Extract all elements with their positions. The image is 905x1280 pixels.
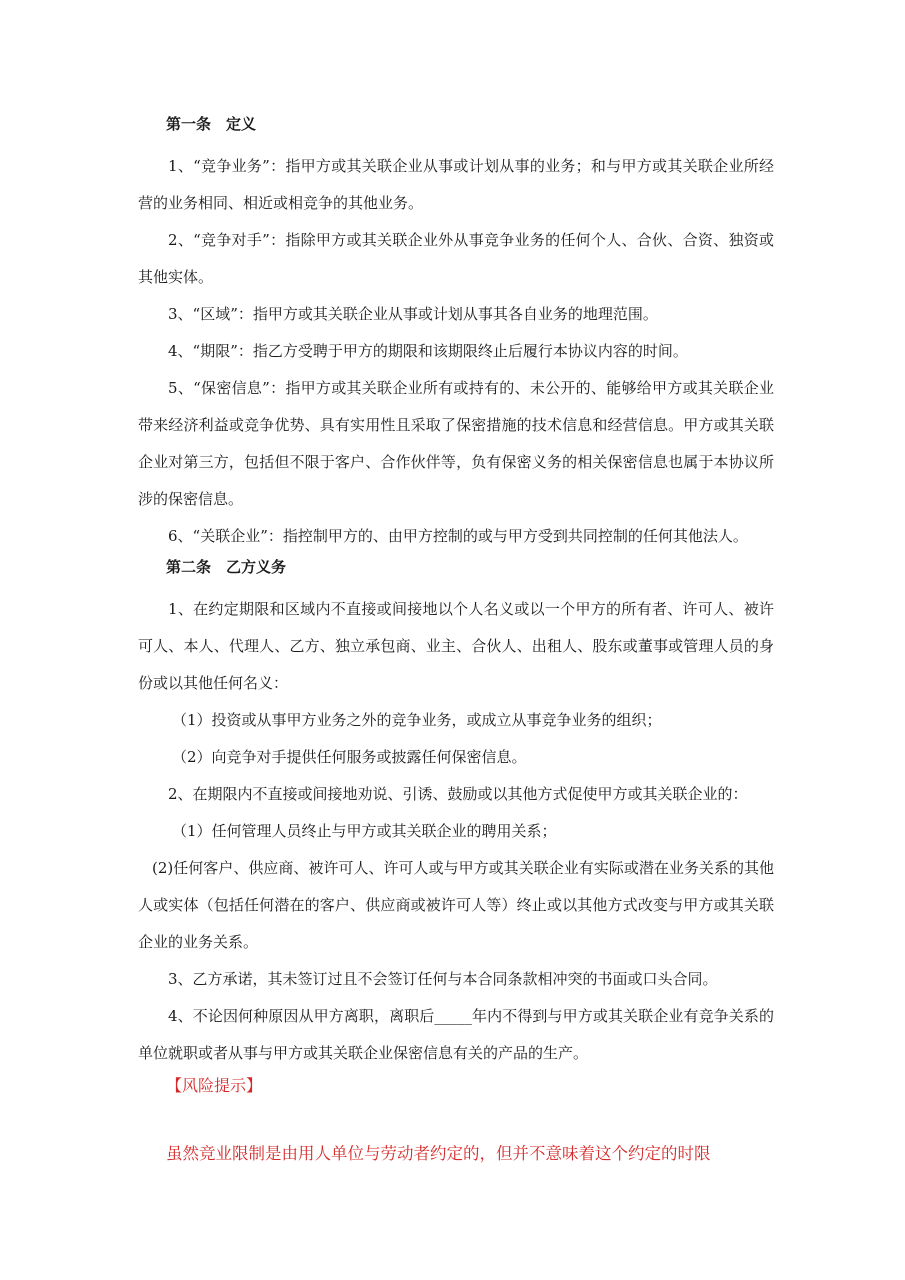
definition-2: 2、“竞争对手”：指除甲方或其关联企业外从事竞争业务的任何个人、合伙、合资、独资或其他实体。	[138, 231, 774, 286]
definition-4: 4、“期限”：指乙方受聘于甲方的期限和该期限终止后履行本协议内容的时间。	[168, 342, 688, 360]
contract-page	[138, 112, 774, 1072]
obligation-1-item-1: （1）投资或从事甲方业务之外的竞争业务，或成立从事竞争业务的组织；	[172, 711, 662, 729]
obligation-1-item-2: （2）向竞争对手提供任何服务或披露任何保密信息。	[172, 748, 527, 766]
obligation-1: 1、在约定期限和区域内不直接或间接地以个人名义或以一个甲方的所有者、许可人、被许可人、本人、代理人、乙方、独立承包商、业主、合伙人、出租人、股东或董事或管理人员的身份或以其他任何名义：	[138, 600, 774, 692]
definition-6: 6、“关联企业”：指控制甲方的、由甲方控制的或与甲方受到共同控制的任何其他法人。	[168, 527, 748, 545]
obligation-4: 4、不论因何种原因从甲方离职，离职后_____年内不得到与甲方或其关联企业有竞争关系的单位就职或者从事与甲方或其关联企业保密信息有关的产品的生产。	[138, 1007, 774, 1062]
definition-3: 3、“区域”：指甲方或其关联企业从事或计划从事其各自业务的地理范围。	[168, 305, 658, 323]
risk-title: 【风险提示】	[166, 1076, 263, 1095]
obligation-2-item-2: (2)任何客户、供应商、被许可人、许可人或与甲方或其关联企业有实际或潜在业务关系的其他人或实体（包括任何潜在的客户、供应商或被许可人等）终止或以其他方式改变与甲方或其关联企业的业务关系。	[138, 859, 774, 951]
definition-5: 5、“保密信息”：指甲方或其关联企业所有或持有的、未公开的、能够给甲方或其关联企业带来经济利益或竞争优势、具有实用性且采取了保密措施的技术信息和经营信息。甲方或其关联企业对第三方，包括但不限于客户、合作伙伴等，负有保密义务的相关保密信息也属于本协议所涉的保密信息。	[138, 379, 774, 508]
obligation-3: 3、乙方承诺，其未签订过且不会签订任何与本合同条款相冲突的书面或口头合同。	[168, 970, 718, 988]
obligation-2-item-1: （1）任何管理人员终止与甲方或其关联企业的聘用关系；	[172, 822, 557, 840]
risk-text: 虽然竞业限制是由用人单位与劳动者约定的，但并不意味着这个约定的时限	[166, 1144, 711, 1163]
obligation-2: 2、在期限内不直接或间接地劝说、引诱、鼓励或以其他方式促使甲方或其关联企业的：	[168, 785, 748, 803]
risk-notice	[166, 1072, 776, 1168]
article-2-heading: 第二条 乙方义务	[166, 558, 287, 576]
article-1-heading: 第一条 定义	[166, 115, 257, 133]
definition-1: 1、“竞争业务”：指甲方或其关联企业从事或计划从事的业务；和与甲方或其关联企业所经营的业务相同、相近或相竞争的其他业务。	[138, 157, 774, 212]
